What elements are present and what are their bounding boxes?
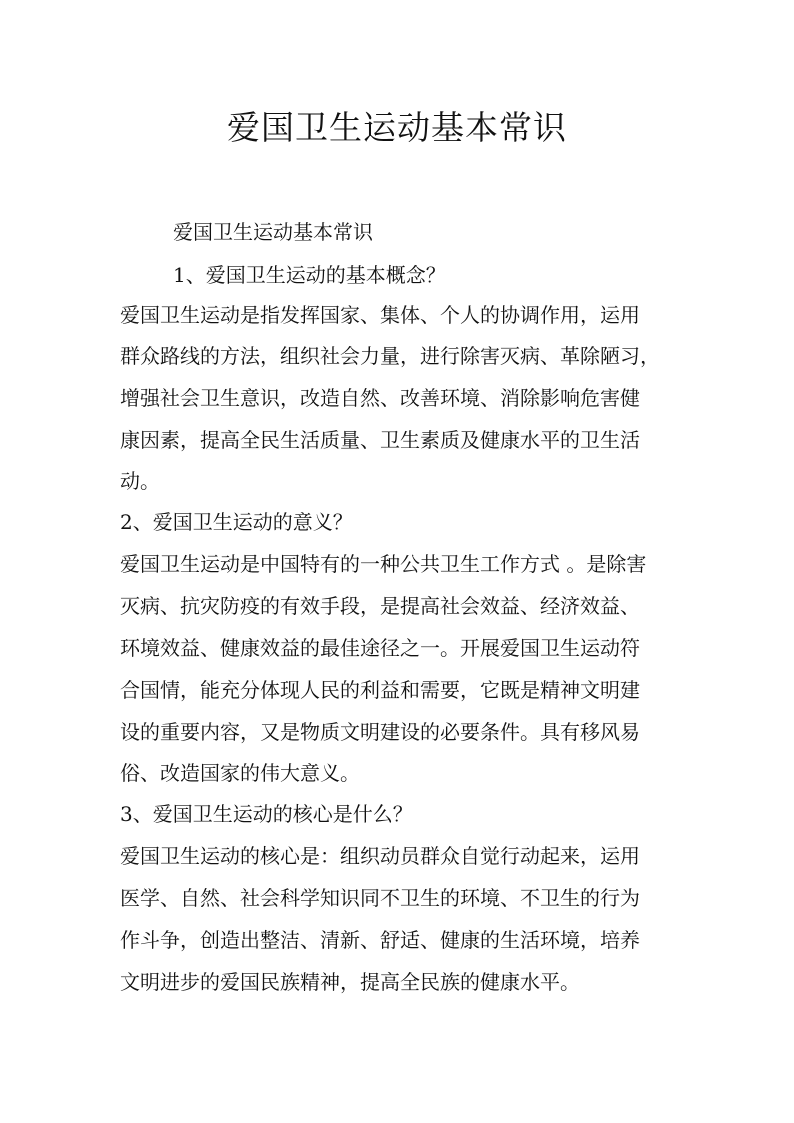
paragraph-line: 作斗争，创造出整洁、清新、舒适、健康的生活环境，培养 [120, 928, 640, 952]
paragraph-line: 爱国卫生运动是指发挥国家、集体、个人的协调作用，运用 [120, 303, 640, 327]
section-heading: 爱国卫生运动基本常识 [173, 220, 373, 244]
paragraph-line: 群众路线的方法，组织社会力量，进行除害灭病、革除陋习， [120, 344, 660, 368]
paragraph-line: 医学、自然、社会科学知识同不卫生的环境、不卫生的行为 [120, 886, 640, 910]
paragraph-line: 文明进步的爱国民族精神，提高全民族的健康水平。 [120, 970, 580, 994]
paragraph-line: 康因素，提高全民生活质量、卫生素质及健康水平的卫生活 [120, 428, 640, 452]
paragraph-line: 合国情，能充分体现人民的利益和需要，它既是精神文明建 [120, 678, 640, 702]
question-heading-2: 2、爱国卫生运动的意义？ [120, 510, 353, 534]
paragraph-line: 灭病、抗灾防疫的有效手段，是提高社会效益、经济效益、 [120, 594, 640, 618]
paragraph-line: 俗、改造国家的伟大意义。 [120, 761, 360, 785]
paragraph-line: 动。 [120, 469, 160, 493]
paragraph-line: 增强社会卫生意识，改造自然、改善环境、消除影响危害健 [120, 386, 640, 410]
paragraph-line: 爱国卫生运动的核心是：组织动员群众自觉行动起来，运用 [120, 844, 640, 868]
document-title: 爱国卫生运动基本常识 [227, 108, 567, 147]
paragraph-line: 设的重要内容，又是物质文明建设的必要条件。具有移风易 [120, 720, 640, 744]
question-heading-3: 3、爱国卫生运动的核心是什么？ [120, 802, 413, 826]
paragraph-line: 爱国卫生运动是中国特有的一种公共卫生工作方式 。是除害 [120, 552, 647, 576]
paragraph-line: 环境效益、健康效益的最佳途径之一。开展爱国卫生运动符 [120, 636, 640, 660]
question-heading-1: 1、爱国卫生运动的基本概念？ [173, 263, 446, 287]
